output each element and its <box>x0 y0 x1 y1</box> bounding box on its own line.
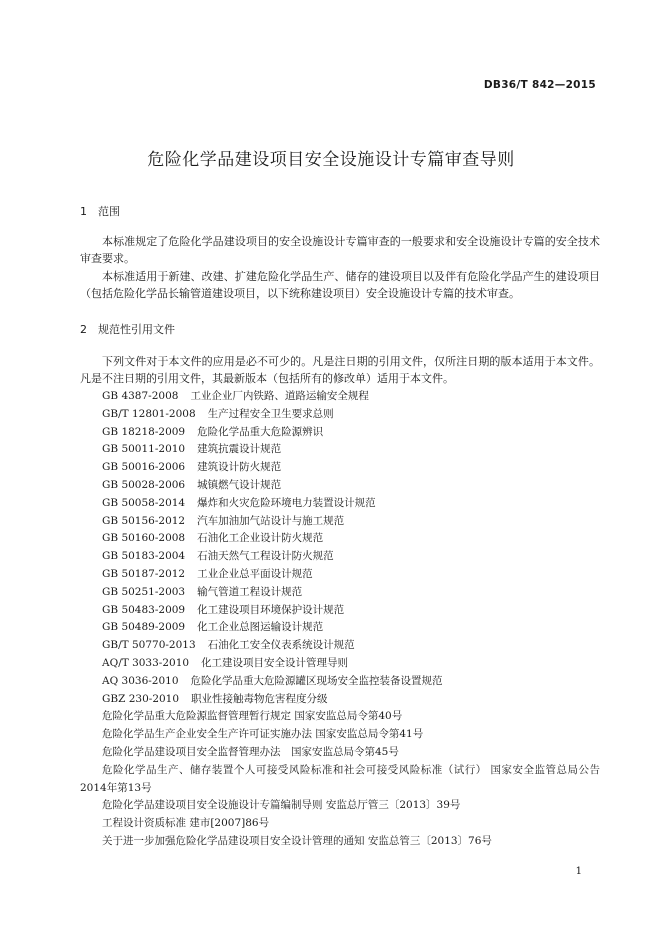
regulation-item: 危险化学品生产、储存装置个人可接受风险标准和社会可接受风险标准（试行） 国家安全监管总局公告2014年第13号 <box>80 763 600 794</box>
reference-code: GBZ 230-2010 <box>102 692 180 705</box>
reference-title: 危险化学品重大危险源罐区现场安全监控装备设置规范 <box>190 674 443 687</box>
reference-title: 石油化工企业设计防火规范 <box>197 532 324 545</box>
section-2-heading <box>80 321 175 337</box>
reference-title: 工业企业总平面设计规范 <box>197 567 313 580</box>
reference-item <box>80 406 600 424</box>
reference-title: 化工建设项目环境保护设计规范 <box>197 603 345 616</box>
reference-code: GB 50028-2006 <box>102 478 186 491</box>
reference-title: 化工企业总图运输设计规范 <box>197 621 324 634</box>
regulation-item: 危险化学品重大危险源监督管理暂行规定 国家安监总局令第40号 <box>102 710 403 723</box>
regulation-item: 危险化学品建设项目安全设施设计专篇编制导则 安监总厅管三〔2013〕39号 <box>102 799 461 812</box>
reference-code: GB 50483-2009 <box>102 603 186 616</box>
reference-title: 建筑抗震设计规范 <box>197 443 282 456</box>
reference-item <box>80 637 600 655</box>
reference-item <box>80 673 600 691</box>
reference-title: 输气管道工程设计规范 <box>197 585 303 598</box>
reference-item <box>80 691 600 709</box>
reference-code: GB 50183-2004 <box>102 550 186 563</box>
reference-code: GB 50156-2012 <box>102 514 186 527</box>
reference-code: GB 50160-2008 <box>102 532 186 545</box>
regulation-item: 工程设计资质标准 建市[2007]86号 <box>102 817 270 830</box>
reference-title: 职业性接触毒物危害程度分级 <box>191 692 328 705</box>
reference-code: GB 50489-2009 <box>102 621 186 634</box>
reference-title: 生产过程安全卫生要求总则 <box>207 407 334 420</box>
reference-code: GB 50058-2014 <box>102 496 186 509</box>
reference-code: GB 4387-2008 <box>102 390 179 402</box>
reference-item <box>80 655 600 673</box>
reference-title: 建筑设计防火规范 <box>197 461 282 474</box>
reference-code: AQ 3036-2010 <box>102 674 179 687</box>
reference-item <box>80 388 600 406</box>
reference-item <box>80 602 600 620</box>
reference-code: GB 18218-2009 <box>102 425 186 438</box>
reference-title: 石油天然气工程设计防火规范 <box>197 550 334 563</box>
reference-code: GB 50251-2003 <box>102 585 186 598</box>
reference-list <box>80 388 600 851</box>
reference-item <box>80 619 600 637</box>
reference-title: 工业企业厂内铁路、道路运输安全规程 <box>190 390 369 402</box>
reference-code: GB 50016-2006 <box>102 461 186 474</box>
reference-item <box>80 424 600 442</box>
reference-item <box>80 441 600 459</box>
section-1-number: 1 <box>80 205 87 218</box>
reference-title: 汽车加油加气站设计与施工规范 <box>197 514 345 527</box>
reference-code: GB/T 12801-2008 <box>102 407 196 420</box>
section-1-title: 范围 <box>98 205 120 218</box>
reference-title: 爆炸和火灾危险环境电力装置设计规范 <box>197 496 376 509</box>
reference-code: GB/T 50770-2013 <box>102 639 196 652</box>
scope-paragraph-1: 本标准规定了危险化学品建设项目的安全设施设计专篇审查的一般要求和安全设施设计专篇的安全技术审查要求。 <box>80 235 600 265</box>
page-number: 1 <box>575 866 582 877</box>
regulation-item: 危险化学品建设项目安全监督管理办法 国家安监总局令第45号 <box>102 745 399 758</box>
reference-title: 城镇燃气设计规范 <box>197 478 282 491</box>
reference-item <box>80 459 600 477</box>
normative-references-intro: 下列文件对于本文件的应用是必不可少的。凡是注日期的引用文件，仅所注日期的版本适用于本文件。凡是不注日期的引用文件，其最新版本（包括所有的修改单）适用于本文件。 <box>80 355 600 385</box>
reference-code: AQ/T 3033-2010 <box>102 656 190 669</box>
reference-item <box>80 548 600 566</box>
section-2-title: 规范性引用文件 <box>98 323 175 336</box>
reference-item <box>80 530 600 548</box>
document-title: 危险化学品建设项目安全设施设计专篇审查导则 <box>147 150 515 170</box>
reference-item <box>80 477 600 495</box>
regulation-item: 关于进一步加强危险化学品建设项目安全设计管理的通知 安监总管三〔2013〕76号 <box>102 834 492 847</box>
section-2-number: 2 <box>80 323 87 336</box>
reference-title: 石油化工安全仪表系统设计规范 <box>207 639 355 652</box>
reference-title: 危险化学品重大危险源辨识 <box>197 425 324 438</box>
standard-code: DB36/T 842—2015 <box>483 79 596 91</box>
section-1-heading <box>80 203 120 219</box>
reference-code: GB 50187-2012 <box>102 567 186 580</box>
reference-item <box>80 584 600 602</box>
reference-item <box>80 566 600 584</box>
regulation-item: 危险化学品生产企业安全生产许可证实施办法 国家安监总局令第41号 <box>102 728 424 741</box>
reference-item <box>80 495 600 513</box>
scope-paragraph-2: 本标准适用于新建、改建、扩建危险化学品生产、储存的建设项目以及伴有危险化学品产生的建设项目（包括危险化学品长输管道建设项目，以下统称建设项目）安全设施设计专篇的技术审查。 <box>80 270 600 300</box>
reference-code: GB 50011-2010 <box>102 443 186 456</box>
reference-title: 化工建设项目安全设计管理导则 <box>201 656 349 669</box>
reference-item <box>80 513 600 531</box>
